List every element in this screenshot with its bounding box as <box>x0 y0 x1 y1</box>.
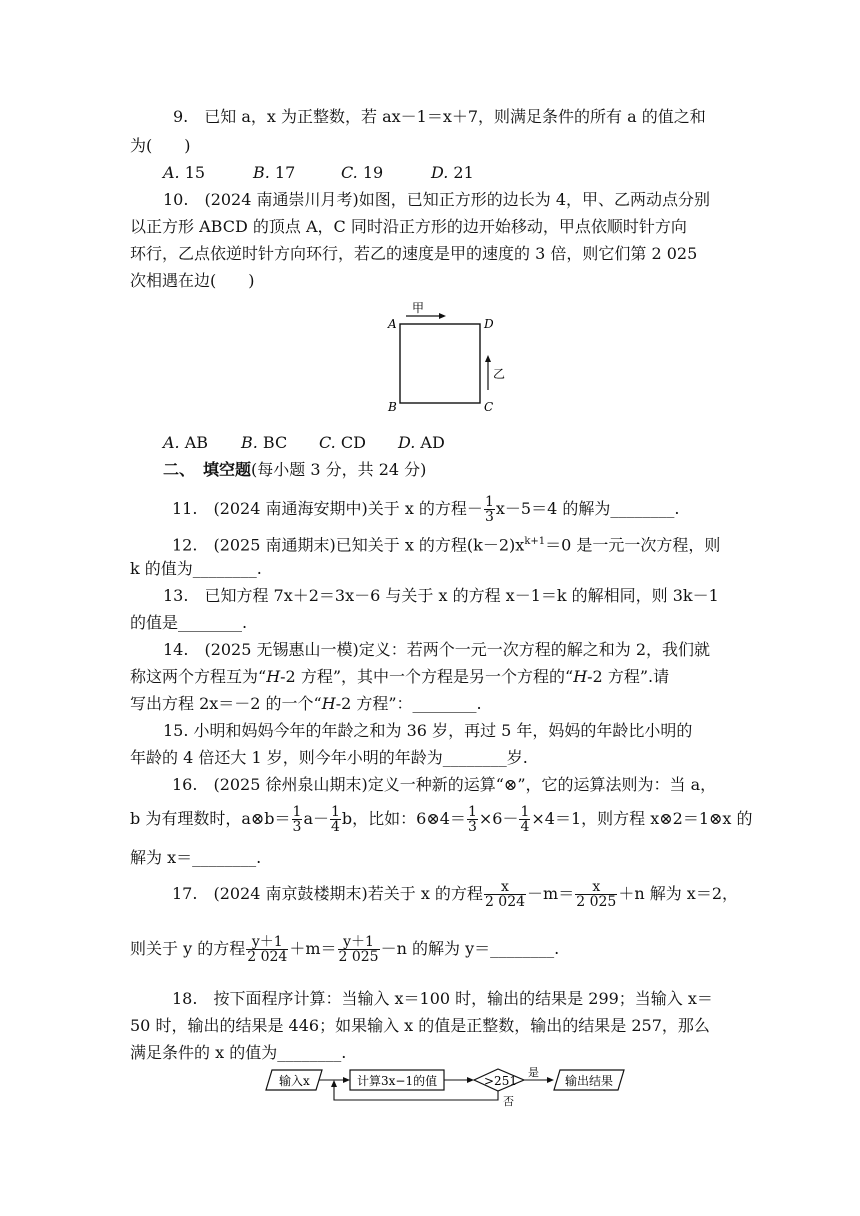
q10-line4: 次相遇在边( ) <box>130 271 255 290</box>
yi-arrowhead <box>485 355 491 362</box>
vertex-a-label: A <box>388 317 397 331</box>
q9-line1: 9. 已知 a，x 为正整数，若 ax－1＝x＋7，则满足条件的所有 a 的值之和 <box>173 107 706 126</box>
fraction: $\frac{1}{3}$ <box>467 804 477 835</box>
input-label: 输入x <box>279 1074 310 1088</box>
q10-line1: 10. (2024 南通崇川月考)如图，已知正方形的边长为 4，甲、乙两动点分别 <box>163 190 711 209</box>
output-label: 输出结果 <box>565 1074 614 1088</box>
fraction: $\frac{1}{4}$ <box>520 804 530 835</box>
q10-line2: 以正方形 ABCD 的顶点 A，C 同时沿正方形的边开始移动，甲点依顺时针方向 <box>130 217 687 236</box>
fraction: $\frac{x}{2 025}$ <box>576 879 617 910</box>
q11: 11. (2024 南通海安期中)关于 x 的方程－ $\frac{1}{3}$ x－5＝4 的解为________. <box>172 494 680 525</box>
yes-label: 是 <box>528 1066 539 1079</box>
q10-option-a: A. AB <box>163 433 209 452</box>
vertex-b-label: B <box>388 400 397 414</box>
q9-option-c: C. 19 <box>341 163 384 182</box>
section-two-heading: 二、 填空题(每小题 3 分，共 24 分) <box>163 460 427 479</box>
jia-arrowhead <box>439 313 446 319</box>
q16-line3: 解为 x＝________. <box>130 848 262 867</box>
q9-option-a: A. 15 <box>163 163 206 182</box>
fraction: $\frac{1}{3}$ <box>484 494 494 525</box>
q13-line1: 13. 已知方程 7x＋2＝3x－6 与关于 x 的方程 x－1＝k 的解相同，则 3k－1 <box>163 586 719 605</box>
jia-label: 甲 <box>412 301 425 315</box>
flowchart <box>262 1064 632 1108</box>
q9-option-d: D. 21 <box>431 163 474 182</box>
vertex-d-label: D <box>484 317 494 331</box>
q14-line2: 称这两个方程互为“H-2 方程”，其中一个方程是另一个方程的“H-2 方程”.请 <box>130 667 670 686</box>
q15-line1: 15. 小明和妈妈今年的年龄之和为 36 岁，再过 5 年，妈妈的年龄比小明的 <box>163 721 693 740</box>
q10-option-c: C. CD <box>319 433 366 452</box>
q13-line2: 的值是________. <box>130 613 248 632</box>
q18-line1: 18. 按下面程序计算：当输入 x＝100 时，输出的结果是 299；当输入 x＝ <box>172 989 713 1008</box>
q10-option-b: B. BC <box>241 433 288 452</box>
fraction: $\frac{x}{2 024}$ <box>484 879 526 910</box>
fraction: $\frac{1}{3}$ <box>292 804 302 835</box>
q15-line2: 年龄的 4 倍还大 1 岁，则今年小明的年龄为________岁. <box>130 748 528 767</box>
vertex-c-label: C <box>484 400 494 414</box>
yi-label: 乙 <box>493 367 506 381</box>
q17-line2: 则关于 y 的方程 $\frac{y+1}{2 024}$ ＋m＝ $\frac{y+1}{2 025}$ －n 的解为 y＝________. <box>130 934 560 965</box>
no-label: 否 <box>503 1095 514 1108</box>
q17-line1: 17. (2024 南京鼓楼期末)若关于 x 的方程 $\frac{x}{2 024}$ －m＝ $\frac{x}{2 025}$ ＋n 解为 x＝2， <box>172 879 738 910</box>
square-abcd <box>400 324 480 403</box>
q12-line1: 12. (2025 南通期末)已知关于 x 的方程$(k-2)x^{k+1}=0$ 是一元一次方程，则 <box>172 535 721 555</box>
q14-line1: 14. (2025 无锡惠山一模)定义：若两个一元一次方程的解之和为 2，我们就 <box>163 640 711 659</box>
q10-option-d: D. AD <box>398 433 445 452</box>
q12-line2: k 的值为________. <box>130 559 262 578</box>
q9-line2: 为( ) <box>130 136 191 155</box>
fraction: $\frac{y+1}{2 025}$ <box>338 934 379 965</box>
q16-line2: b 为有理数时，a⊗b＝ $\frac{1}{3}$ a－ $\frac{1}{4}$ b，比如：6⊗4＝ $\frac{1}{3}$ ×6－ $\frac{1}{4}$ ×4＝1，则方程 x⊗2＝1⊗x 的 <box>130 804 753 835</box>
arrowhead <box>343 1077 350 1083</box>
q10-line3: 环行，乙点依逆时针方向环行，若乙的速度是甲的速度的 3 倍，则它们第 2 025 <box>130 244 698 263</box>
compute-label: 计算3x−1的值 <box>357 1074 438 1088</box>
fraction: $\frac{y+1}{2 024}$ <box>247 934 288 965</box>
loop-arrowhead <box>331 1080 337 1087</box>
q16-line1: 16. (2025 徐州泉山期末)定义一种新的运算“⊗”，它的运算法则为：当 a， <box>172 775 717 794</box>
q18-line2: 50 时，输出的结果是 446；如果输入 x 的值是正整数，输出的结果是 257，那么 <box>130 1016 710 1035</box>
q14-line3: 写出方程 2x＝－2 的一个“H-2 方程”：________. <box>130 694 482 713</box>
fraction: $\frac{1}{4}$ <box>331 804 340 835</box>
square-figure <box>380 298 510 420</box>
arrowhead <box>547 1077 554 1083</box>
q18-line3: 满足条件的 x 的值为________. <box>130 1043 347 1062</box>
q9-option-b: B. 17 <box>253 163 296 182</box>
condition-label: >251 <box>484 1074 517 1088</box>
